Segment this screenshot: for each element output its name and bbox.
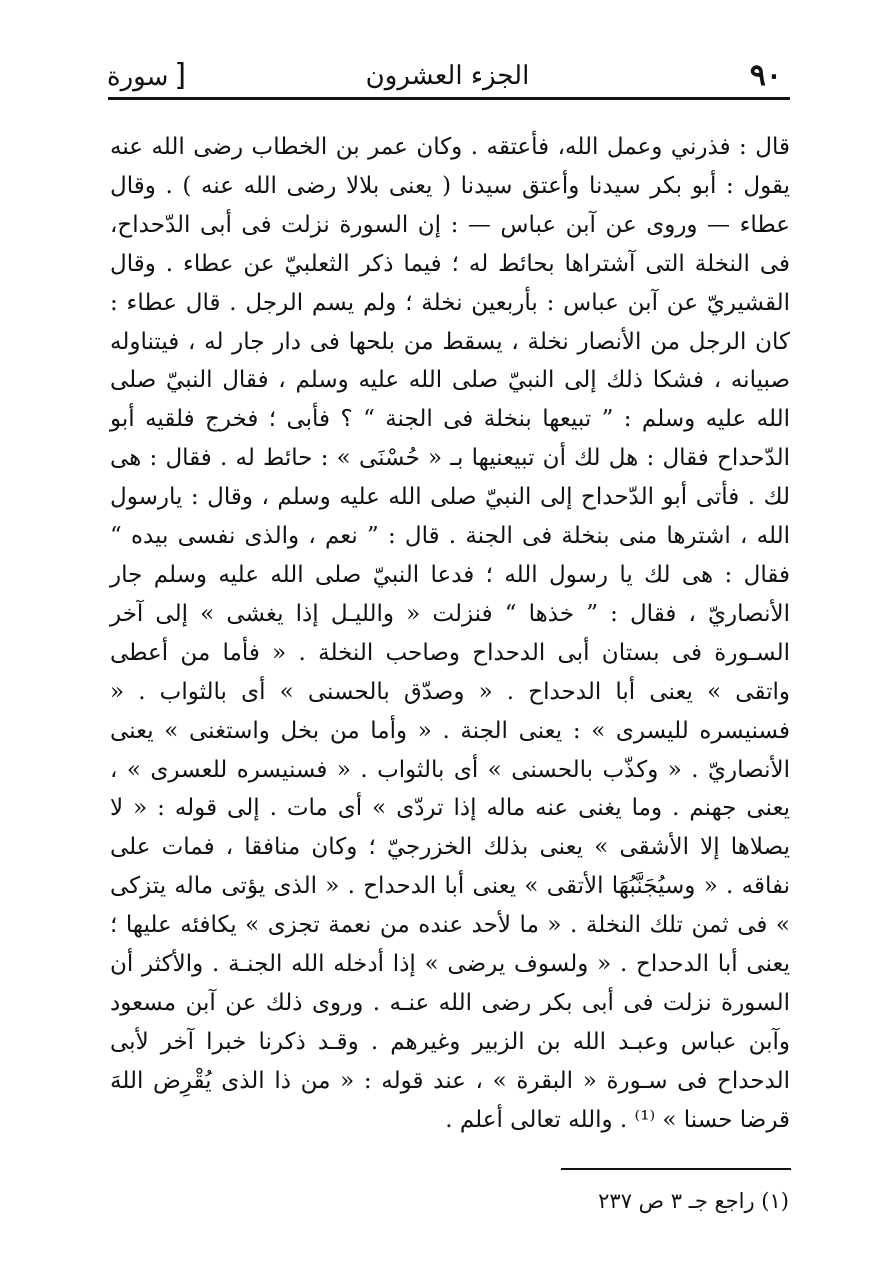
surah-label-text: سورة [107, 62, 169, 92]
footnote: (١) راجع جـ ٣ ص ٢٣٧ [598, 1189, 789, 1213]
bracket-glyph: [ [174, 58, 187, 93]
page-number: ٩٠ [749, 58, 782, 93]
header-rule [108, 97, 790, 100]
body-text [110, 128, 790, 1140]
footnote-rule [561, 1168, 791, 1170]
body-paragraph: قال : فذرني وعمل الله، فأعتقه . وكان عمر بن الخطاب رضى الله عنه يقول : أبو بكر سيدنا وأعتق سيدنا ( يعنى بلالا رضى الله عنه ) . وقال عطاء — وروى عن آبن عباس — : إن السورة نزلت فى أبى الدّحداح، فى النخلة التى آشتراها بحائط له ؛ فيما ذكر الثعلبيّ عن عطاء . وقال القشيريّ عن آبن عباس : بأربعين نخلة ؛ ولم يسم الرجل . قال عطاء : كان الرجل من الأنصار نخلة ، يسقط من بلحها فى دار جار له ، فيتناوله صبيانه ، فشكا ذلك إلى النبيّ صلى الله عليه وسلم ، فقال النبيّ صلى الله عليه وسلم : ” تبيعها بنخلة فى الجنة “ ؟ فأبى ؛ فخرج فلقيه أبو الدّحداح فقال : هل لك أن تبيعنيها بـ « حُسْنَى » : حائط له . فقال : هى لك . فأتى أبو الدّحداح إلى النبيّ صلى الله عليه وسلم ، وقال : يارسول الله ، اشترها منى بنخلة فى الجنة . قال : ” نعم ، والذى نفسى بيده “ فقال : هى لك يا رسول الله ؛ فدعا النبيّ صلى الله عليه وسلم جار الأنصاريّ ، فقال : ” خذها “ فنزلت « والليـل إذا يغشى » إلى آخر السـورة فى بستان أبى الدحداح وصاحب النخلة . « فأما من أعطى واتقى » يعنى أبا الدحداح . « وصدّق بالحسنى » أى بالثواب . « فسنيسره لليسرى » : يعنى الجنة . « وأما من بخل واستغنى » يعنى الأنصاريّ . « وكذّب بالحسنى » أى بالثواب . « فسنيسره للعسرى » ، يعنى جهنم . وما يغنى عنه ماله إذا تردّى » أى مات . إلى قوله : « لا يصلاها إلا الأشقى » يعنى بذلك الخزرجيّ ؛ وكان منافقا ، فمات على نفاقه . « وسيُجَنَّبُهَا الأتقى » يعنى أبا الدحداح . « الذى يؤتى ماله يتزكى » فى ثمن تلك النخلة . « ما لأحد عنده من نعمة تجزى » يكافئه عليها ؛ يعنى أبا الدحداح . « ولسوف يرضى » إذا أدخله الله الجنـة . والأكثر أن السورة نزلت فى أبى بكر رضى الله عنـه . وروى ذلك عن آبن مسعود وآبن عباس وعبـد الله بن الزبير وغيرهم . وقـد ذكرنا خبرا آخر لأبى الدحداح فى سـورة « البقرة » ، عند قوله : « من ذا الذى يُقْرِض اللهَ قرضا حسنا » ⁽¹⁾ . والله تعالى أعلم . [110, 134, 790, 1133]
page-header [105, 58, 790, 98]
surah-label [107, 58, 186, 95]
running-title: الجزء العشرون [365, 61, 530, 91]
